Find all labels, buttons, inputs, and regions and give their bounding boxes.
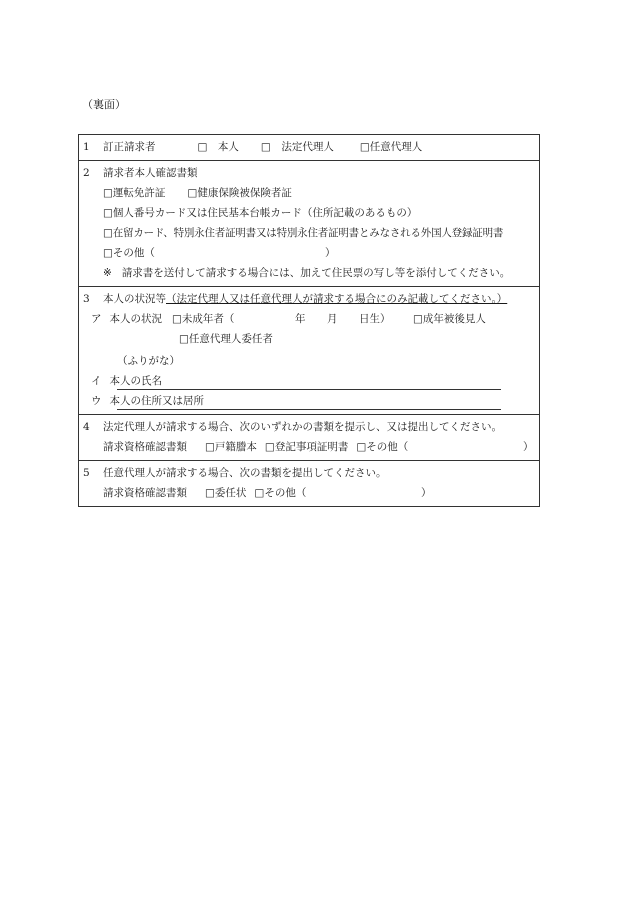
section-legal-agent-docs bbox=[79, 414, 539, 460]
section-requester bbox=[79, 135, 539, 160]
item-a-mark: ア bbox=[91, 313, 102, 325]
item-u-mark: ウ bbox=[91, 395, 102, 407]
item-i-mark: イ bbox=[91, 375, 102, 387]
checkbox-adult-ward[interactable]: □成年被後見人 bbox=[413, 313, 486, 325]
checkbox-family-register[interactable]: □戸籍謄本 bbox=[205, 441, 257, 453]
checkbox-voluntary-principal[interactable]: □任意代理人委任者 bbox=[179, 333, 273, 345]
checkbox-drivers-license[interactable]: □運転免許証 bbox=[103, 187, 166, 199]
principal-name-line[interactable] bbox=[117, 389, 501, 390]
requester-label: 訂正請求者 bbox=[103, 141, 156, 153]
legal-agent-instruction: 法定代理人が請求する場合、次のいずれかの書類を提示し、又は提出してください。 bbox=[103, 421, 502, 433]
section-number: 1 bbox=[83, 141, 90, 153]
identity-documents-title: 請求者本人確認書類 bbox=[103, 167, 198, 179]
section-number: 5 bbox=[83, 467, 90, 479]
principal-address-label: 本人の住所又は居所 bbox=[109, 395, 204, 407]
checkbox-health-insurance[interactable]: □健康保険被保険者証 bbox=[187, 187, 292, 199]
checkbox-other-voluntary-doc[interactable]: □その他（ bbox=[254, 487, 307, 499]
section-number: 4 bbox=[83, 421, 90, 433]
checkbox-my-number-card[interactable]: □個人番号カード又は住民基本台帳カード（住所記載のあるもの） bbox=[103, 207, 418, 219]
other-id-close: ） bbox=[325, 247, 336, 259]
principal-name-label: 本人の氏名 bbox=[109, 375, 162, 387]
section-voluntary-agent-docs bbox=[79, 460, 539, 506]
qualification-docs-label: 請求資格確認書類 bbox=[103, 487, 187, 499]
page-side-label: （裏面） bbox=[82, 98, 126, 111]
requester-row bbox=[83, 137, 535, 157]
checkbox-minor[interactable]: □未成年者（ bbox=[172, 313, 235, 325]
checkbox-residence-card[interactable]: □在留カード、特別永住者証明書又は特別永住者証明書とみなされる外国人登録証明書 bbox=[103, 227, 504, 239]
principal-status-label: 本人の状況 bbox=[109, 313, 162, 325]
section-number: 2 bbox=[83, 167, 90, 179]
checkbox-other-legal-doc[interactable]: □その他（ bbox=[356, 441, 409, 453]
principal-address-line[interactable] bbox=[117, 409, 501, 410]
section-principal-status bbox=[79, 286, 539, 414]
checkbox-self[interactable]: □ 本人 bbox=[197, 141, 239, 153]
note-mark: ※ bbox=[103, 267, 112, 279]
birth-day-label: 日生） bbox=[359, 313, 391, 325]
section-identity-documents bbox=[79, 160, 539, 286]
checkbox-legal-agent[interactable]: □ 法定代理人 bbox=[260, 141, 334, 153]
birth-year-label: 年 bbox=[295, 313, 306, 325]
checkbox-registry-certificate[interactable]: □登記事項証明書 bbox=[264, 441, 349, 453]
other-voluntary-doc-close: ） bbox=[421, 487, 432, 499]
checkbox-voluntary-agent[interactable]: □任意代理人 bbox=[359, 141, 423, 153]
other-legal-doc-close: ） bbox=[523, 441, 534, 453]
mail-request-note: 請求書を送付して請求する場合には、加えて住民票の写し等を添付してください。 bbox=[121, 267, 511, 279]
furigana-label: （ふりがな） bbox=[117, 355, 180, 367]
principal-status-note: （法定代理人又は任意代理人が請求する場合にのみ記載してください。） bbox=[166, 293, 508, 305]
voluntary-agent-instruction: 任意代理人が請求する場合、次の書類を提出してください。 bbox=[103, 467, 387, 479]
checkbox-other-id[interactable]: □その他（ bbox=[103, 247, 155, 259]
checkbox-power-of-attorney[interactable]: □委任状 bbox=[205, 487, 247, 499]
birth-month-label: 月 bbox=[327, 313, 338, 325]
correction-request-form bbox=[78, 134, 540, 507]
principal-status-title: 本人の状況等 bbox=[103, 293, 166, 305]
section-number: 3 bbox=[83, 293, 90, 305]
qualification-docs-label: 請求資格確認書類 bbox=[103, 441, 187, 453]
